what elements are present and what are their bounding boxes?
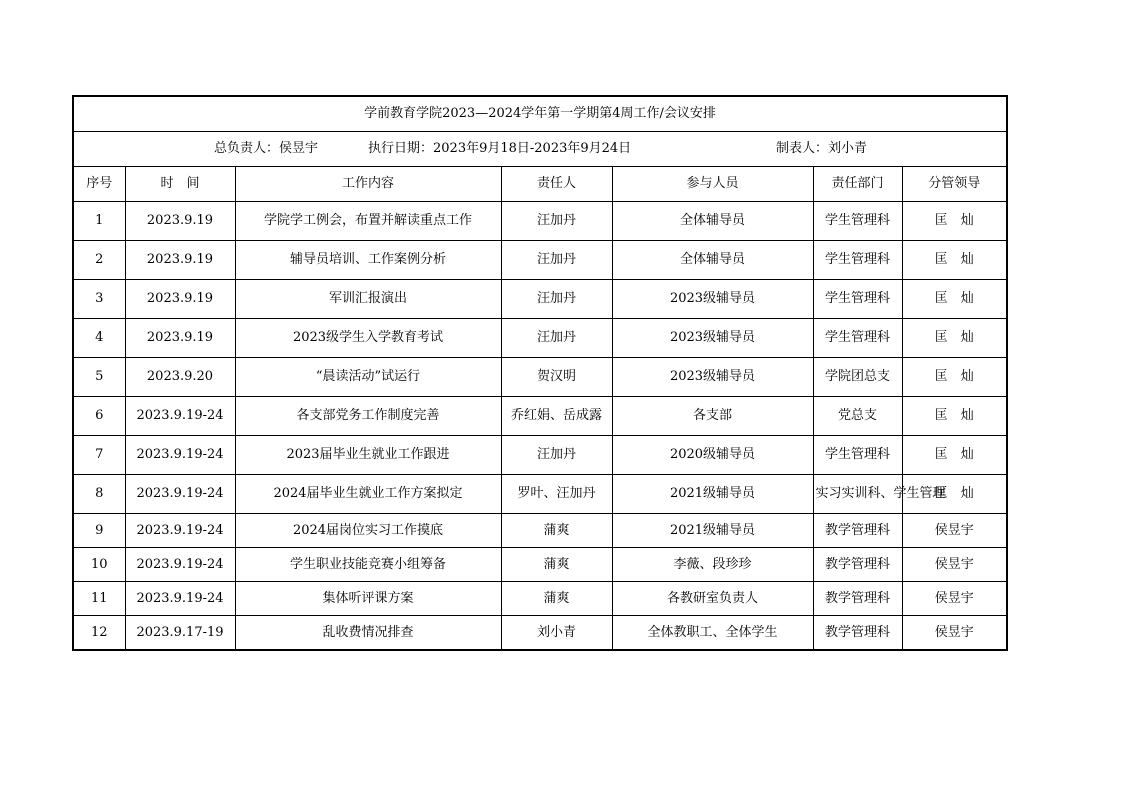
cell-participants: 2020级辅导员 bbox=[612, 436, 813, 475]
table-row bbox=[73, 397, 1007, 436]
cell-content: 学生职业技能竞赛小组筹备 bbox=[235, 548, 501, 582]
cell-no: 3 bbox=[73, 280, 125, 319]
cell-no: 1 bbox=[73, 202, 125, 241]
table-maker: 制表人：刘小青 bbox=[776, 141, 868, 156]
cell-dept: 教学管理科 bbox=[813, 514, 902, 548]
cell-lead: 侯昱宇 bbox=[902, 582, 1007, 616]
header-owner: 责任人 bbox=[501, 167, 612, 202]
table-row bbox=[73, 202, 1007, 241]
cell-participants: 全体辅导员 bbox=[612, 202, 813, 241]
cell-lead: 匡 灿 bbox=[902, 436, 1007, 475]
cell-no: 2 bbox=[73, 241, 125, 280]
cell-content: 集体听评课方案 bbox=[235, 582, 501, 616]
table-row bbox=[73, 548, 1007, 582]
cell-no: 11 bbox=[73, 582, 125, 616]
cell-lead: 匡 灿 bbox=[902, 397, 1007, 436]
cell-no: 5 bbox=[73, 358, 125, 397]
cell-time: 2023.9.17-19 bbox=[125, 616, 235, 651]
cell-participants: 各支部 bbox=[612, 397, 813, 436]
cell-content: 2023届毕业生就业工作跟进 bbox=[235, 436, 501, 475]
cell-time: 2023.9.19 bbox=[125, 202, 235, 241]
cell-no: 8 bbox=[73, 475, 125, 514]
cell-owner: 蒲爽 bbox=[501, 514, 612, 548]
cell-participants: 全体教职工、全体学生 bbox=[612, 616, 813, 651]
cell-owner: 乔红娟、岳成露 bbox=[501, 397, 612, 436]
info-cell bbox=[73, 132, 1007, 167]
cell-content: 各支部党务工作制度完善 bbox=[235, 397, 501, 436]
header-participants: 参与人员 bbox=[612, 167, 813, 202]
cell-participants: 全体辅导员 bbox=[612, 241, 813, 280]
cell-lead: 匡 灿 bbox=[902, 475, 1007, 514]
cell-lead: 侯昱宇 bbox=[902, 514, 1007, 548]
responsible-leader: 总负责人：侯昱宇 bbox=[214, 141, 319, 156]
cell-time: 2023.9.19 bbox=[125, 241, 235, 280]
table-row bbox=[73, 319, 1007, 358]
cell-owner: 汪加丹 bbox=[501, 280, 612, 319]
cell-dept: 学生管理科 bbox=[813, 280, 902, 319]
table-row bbox=[73, 514, 1007, 548]
table-row bbox=[73, 436, 1007, 475]
cell-dept: 教学管理科 bbox=[813, 548, 902, 582]
cell-no: 10 bbox=[73, 548, 125, 582]
cell-time: 2023.9.19-24 bbox=[125, 582, 235, 616]
cell-no: 7 bbox=[73, 436, 125, 475]
cell-dept: 学生管理科 bbox=[813, 436, 902, 475]
table-row bbox=[73, 582, 1007, 616]
table-row bbox=[73, 475, 1007, 514]
cell-dept: 实习实训科、学生管理 bbox=[813, 475, 902, 514]
table-row bbox=[73, 280, 1007, 319]
table-row bbox=[73, 616, 1007, 651]
cell-participants: 2021级辅导员 bbox=[612, 475, 813, 514]
cell-time: 2023.9.19 bbox=[125, 319, 235, 358]
cell-dept: 党总支 bbox=[813, 397, 902, 436]
cell-content: 军训汇报演出 bbox=[235, 280, 501, 319]
cell-participants: 2023级辅导员 bbox=[612, 280, 813, 319]
cell-content: 2024届毕业生就业工作方案拟定 bbox=[235, 475, 501, 514]
table-row bbox=[73, 241, 1007, 280]
cell-no: 9 bbox=[73, 514, 125, 548]
header-content: 工作内容 bbox=[235, 167, 501, 202]
cell-participants: 李薇、段珍珍 bbox=[612, 548, 813, 582]
cell-participants: 2023级辅导员 bbox=[612, 358, 813, 397]
cell-participants: 各教研室负责人 bbox=[612, 582, 813, 616]
info-row bbox=[73, 132, 1007, 167]
cell-owner: 刘小青 bbox=[501, 616, 612, 651]
cell-time: 2023.9.20 bbox=[125, 358, 235, 397]
cell-owner: 汪加丹 bbox=[501, 436, 612, 475]
header-lead: 分管领导 bbox=[902, 167, 1007, 202]
cell-dept: 学院团总支 bbox=[813, 358, 902, 397]
cell-owner: 汪加丹 bbox=[501, 241, 612, 280]
cell-participants: 2021级辅导员 bbox=[612, 514, 813, 548]
cell-dept: 学生管理科 bbox=[813, 241, 902, 280]
cell-owner: 蒲爽 bbox=[501, 548, 612, 582]
header-dept: 责任部门 bbox=[813, 167, 902, 202]
cell-lead: 匡 灿 bbox=[902, 319, 1007, 358]
cell-lead: 侯昱宇 bbox=[902, 548, 1007, 582]
header-time: 时 间 bbox=[125, 167, 235, 202]
table-row bbox=[73, 358, 1007, 397]
cell-time: 2023.9.19-24 bbox=[125, 397, 235, 436]
cell-lead: 匡 灿 bbox=[902, 280, 1007, 319]
cell-owner: 蒲爽 bbox=[501, 582, 612, 616]
cell-time: 2023.9.19 bbox=[125, 280, 235, 319]
cell-no: 12 bbox=[73, 616, 125, 651]
cell-time: 2023.9.19-24 bbox=[125, 475, 235, 514]
cell-no: 6 bbox=[73, 397, 125, 436]
cell-content: “晨读活动”试运行 bbox=[235, 358, 501, 397]
cell-dept: 教学管理科 bbox=[813, 616, 902, 651]
cell-content: 2024届岗位实习工作摸底 bbox=[235, 514, 501, 548]
cell-no: 4 bbox=[73, 319, 125, 358]
cell-owner: 贺汉明 bbox=[501, 358, 612, 397]
sheet-title: 学前教育学院2023—2024学年第一学期第4周工作/会议安排 bbox=[73, 96, 1007, 132]
header-no: 序号 bbox=[73, 167, 125, 202]
execution-dates: 执行日期：2023年9月18日-2023年9月24日 bbox=[368, 141, 632, 156]
cell-lead: 侯昱宇 bbox=[902, 616, 1007, 651]
cell-dept: 教学管理科 bbox=[813, 582, 902, 616]
cell-content: 辅导员培训、工作案例分析 bbox=[235, 241, 501, 280]
cell-time: 2023.9.19-24 bbox=[125, 436, 235, 475]
schedule-table bbox=[72, 95, 1008, 651]
header-row bbox=[73, 167, 1007, 202]
title-row bbox=[73, 96, 1007, 132]
cell-lead: 匡 灿 bbox=[902, 241, 1007, 280]
cell-participants: 2023级辅导员 bbox=[612, 319, 813, 358]
cell-dept: 学生管理科 bbox=[813, 319, 902, 358]
cell-time: 2023.9.19-24 bbox=[125, 514, 235, 548]
cell-lead: 匡 灿 bbox=[902, 358, 1007, 397]
cell-time: 2023.9.19-24 bbox=[125, 548, 235, 582]
cell-owner: 罗叶、汪加丹 bbox=[501, 475, 612, 514]
cell-content: 乱收费情况排查 bbox=[235, 616, 501, 651]
cell-owner: 汪加丹 bbox=[501, 319, 612, 358]
cell-content: 2023级学生入学教育考试 bbox=[235, 319, 501, 358]
cell-owner: 汪加丹 bbox=[501, 202, 612, 241]
cell-lead: 匡 灿 bbox=[902, 202, 1007, 241]
cell-content: 学院学工例会，布置并解读重点工作 bbox=[235, 202, 501, 241]
cell-dept: 学生管理科 bbox=[813, 202, 902, 241]
